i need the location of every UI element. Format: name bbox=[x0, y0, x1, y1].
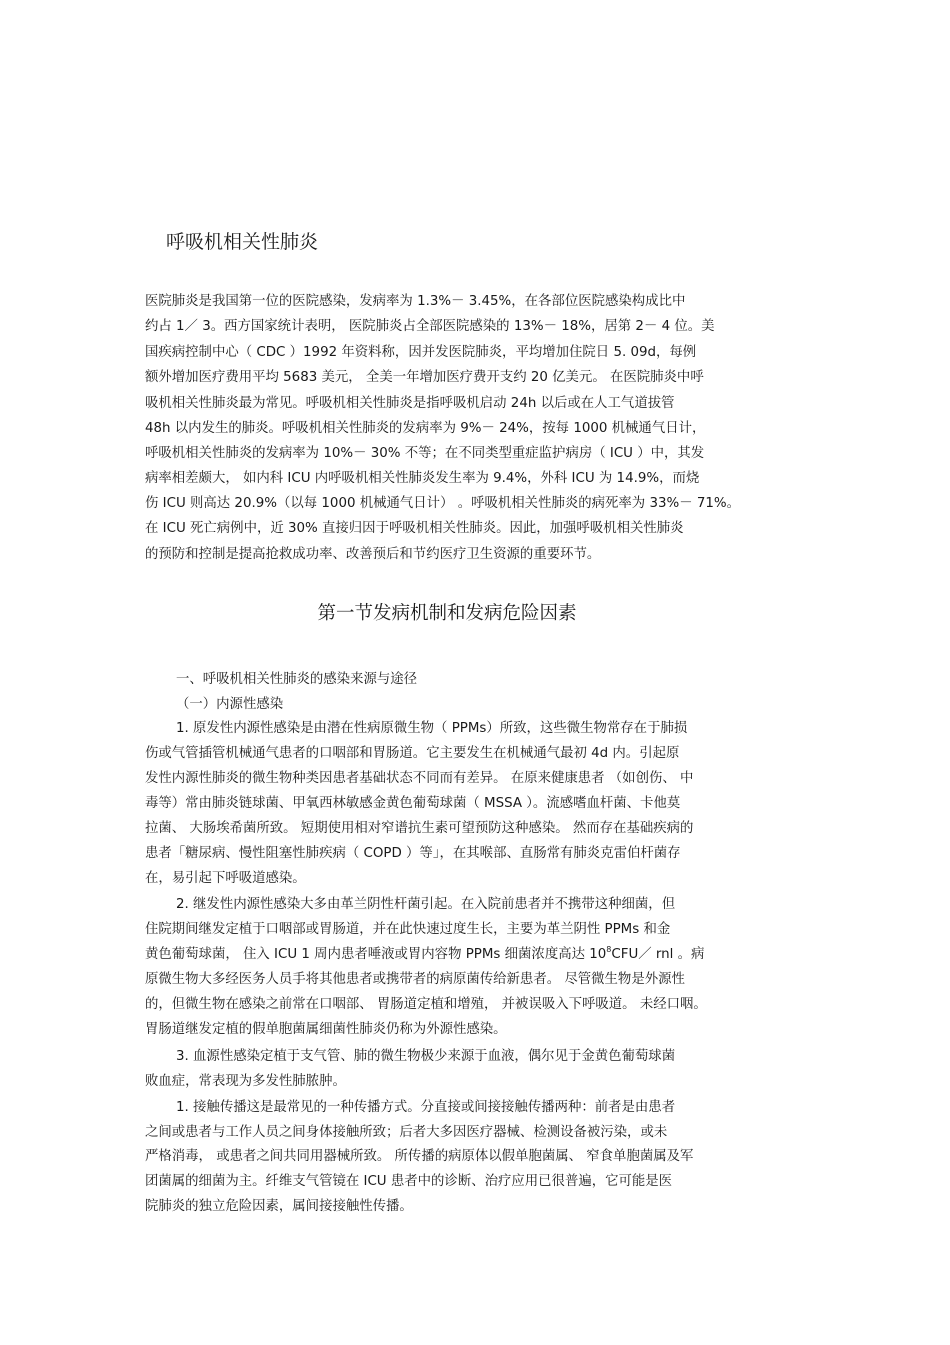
text-line bbox=[145, 946, 704, 963]
text-line: 2. 继发性内源性感染大多由革兰阴性杆菌引起。在入院前患者并不携带这种细菌，但 bbox=[176, 897, 676, 912]
text-line: 医院肺炎是我国第一位的医院感染，发病率为 1.3%－ 3.45%，在各部位医院感染构成比中 bbox=[145, 294, 686, 309]
text-line: 住院期间继发定植于口咽部或胃肠道，并在此快速过度生长，主要为革兰阴性 PPMs 和金 bbox=[145, 922, 671, 937]
text-segment: CFU／ rnl 。病 bbox=[611, 947, 705, 962]
text-line: 1. 原发性内源性感染是由潜在性病原微生物（ PPMs）所致，这些微生物常存在于肺损 bbox=[176, 721, 688, 736]
text-line: 拉菌、 大肠埃希菌所致。 短期使用相对窄谱抗生素可望预防这种感染。 然而存在基础疾病的 bbox=[145, 821, 694, 836]
text-line: 胃肠道继发定植的假单胞菌属细菌性肺炎仍称为外源性感染。 bbox=[145, 1022, 507, 1037]
text-line: 吸机相关性肺炎最为常见。呼吸机相关性肺炎是指呼吸机启动 24h 以后或在人工气道拔管 bbox=[145, 396, 675, 411]
text-line: 约占 1／ 3。西方国家统计表明， 医院肺炎占全部医院感染的 13%－ 18%，居第 2－ 4 位。美 bbox=[145, 319, 715, 334]
text-line: 之间或患者与工作人员之间身体接触所致；后者大多因医疗器械、检测设备被污染，或未 bbox=[145, 1125, 668, 1140]
text-line: 国疾病控制中心（ CDC ）1992 年资料称，因并发医院肺炎，平均增加住院日 5. 09d，每例 bbox=[145, 345, 697, 360]
text-line: 在 ICU 死亡病例中，近 30% 直接归因于呼吸机相关性肺炎。因此，加强呼吸机相关性肺炎 bbox=[145, 521, 684, 536]
text-line: 在，易引起下呼吸道感染。 bbox=[145, 871, 306, 886]
text-line: 伤 ICU 则高达 20.9%（以每 1000 机械通气日计） 。呼吸机相关性肺炎的病死率为 33%－ 71%。 bbox=[145, 496, 741, 511]
page-title: 呼吸机相关性肺炎 bbox=[166, 231, 319, 253]
subheading: （一）内源性感染 bbox=[176, 697, 284, 712]
text-line: 的预防和控制是提高抢救成功率、改善预后和节约医疗卫生资源的重要环节。 bbox=[145, 547, 601, 562]
text-line: 3. 血源性感染定植于支气管、肺的微生物极少来源于血液，偶尔见于金黄色葡萄球菌 bbox=[176, 1049, 676, 1064]
text-line: 原微生物大多经医务人员手将其他患者或携带者的病原菌传给新患者。 尽管微生物是外源性 bbox=[145, 972, 685, 987]
text-line: 毒等）常由肺炎链球菌、甲氧西林敏感金黄色葡萄球菌（ MSSA ）。流感嗜血杆菌、卡他莫 bbox=[145, 796, 681, 811]
text-line: 院肺炎的独立危险因素，属间接接触性传播。 bbox=[145, 1199, 413, 1214]
text-line: 败血症，常表现为多发性肺脓肿。 bbox=[145, 1074, 346, 1089]
subheading: 一、呼吸机相关性肺炎的感染来源与途径 bbox=[176, 672, 418, 687]
text-line: 额外增加医疗费用平均 5683 美元， 全美一年增加医疗费开支约 20 亿美元。 在医院肺炎中呼 bbox=[145, 370, 704, 385]
text-line: 呼吸机相关性肺炎的发病率为 10%－ 30% 不等；在不同类型重症监护病房（ ICU ）中，其发 bbox=[145, 446, 705, 461]
text-line: 1. 接触传播这是最常见的一种传播方式。分直接或间接接触传播两种：前者是由患者 bbox=[176, 1100, 676, 1115]
text-line: 发性内源性肺炎的微生物种类因患者基础状态不同而有差异。 在原来健康患者 （如创伤、 中 bbox=[145, 771, 694, 786]
text-line: 患者「糖尿病、慢性阻塞性肺疾病（ COPD ）等」，在其喉部、直肠常有肺炎克雷伯杆菌存 bbox=[145, 846, 681, 861]
superscript: 8 bbox=[606, 945, 612, 954]
text-line: 48h 以内发生的肺炎。呼吸机相关性肺炎的发病率为 9%－ 24%，按每 1000 机械通气日计， bbox=[145, 421, 706, 436]
text-line: 团菌属的细菌为主。纤维支气管镜在 ICU 患者中的诊断、治疗应用已很普遍，它可能是医 bbox=[145, 1174, 673, 1189]
text-line: 的，但微生物在感染之前常在口咽部、 胃肠道定植和增殖， 并被误吸入下呼吸道。 未经口咽。 bbox=[145, 997, 707, 1012]
text-line: 严格消毒， 或患者之间共同用器械所致。 所传播的病原体以假单胞菌属、 窄食单胞菌属及军 bbox=[145, 1149, 694, 1164]
text-segment: 黄色葡萄球菌， 住入 ICU 1 周内患者唾液或胃内容物 PPMs 细菌浓度高达 10 bbox=[145, 947, 607, 962]
text-line: 伤或气管插管机械通气患者的口咽部和胃肠道。它主要发生在机械通气最初 4d 内。引起原 bbox=[145, 746, 680, 761]
section-title: 第一节发病机制和发病危险因素 bbox=[317, 603, 577, 624]
text-line: 病率相差颇大， 如内科 ICU 内呼吸机相关性肺炎发生率为 9.4%，外科 ICU 为 14.9%，而烧 bbox=[145, 471, 700, 486]
